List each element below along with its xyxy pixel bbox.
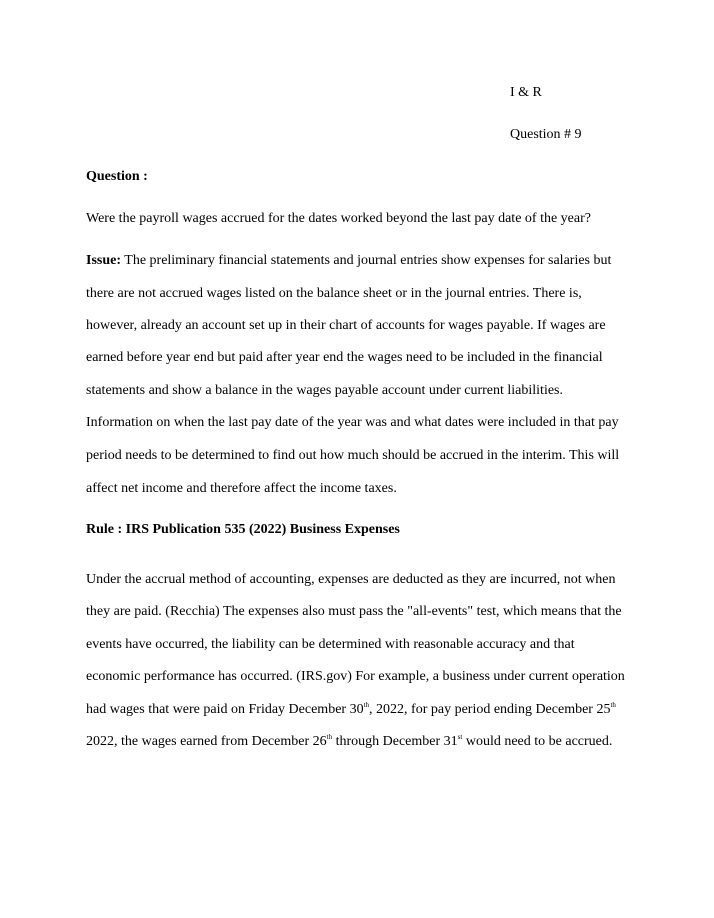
issue-line-5: statements and show a balance in the wages payable account under current liabilities.	[86, 383, 563, 398]
rule-line-4: economic performance has occurred. (IRS.gov) For example, a business under current operation	[86, 669, 625, 684]
question-heading: Question :	[86, 169, 148, 184]
rule-line-1: Under the accrual method of accounting, expenses are deducted as they are incurred, not when	[86, 572, 616, 587]
issue-line-4: earned before year end but paid after year end the wages need to be included in the financial	[86, 350, 603, 365]
header-initials: I & R	[510, 85, 542, 100]
issue-label: Issue:	[86, 253, 122, 268]
issue-line-2: there are not accrued wages listed on the balance sheet or in the journal entries. There is,	[86, 286, 582, 301]
ordinal-suffix: th	[610, 701, 616, 709]
rule-heading: Rule : IRS Publication 535 (2022) Business Expenses	[86, 522, 400, 537]
rule-line-3: events have occurred, the liability can be determined with reasonable accuracy and that	[86, 637, 575, 652]
issue-line-1-text: The preliminary financial statements and journal entries show expenses for salaries but	[121, 253, 612, 268]
rule-line-6	[86, 733, 612, 751]
question-text: Were the payroll wages accrued for the dates worked beyond the last pay date of the year?	[86, 211, 591, 226]
rule-line-2: they are paid. (Recchia) The expenses also must pass the "all-events" test, which means that the	[86, 604, 622, 619]
rule-line-5-part-b: , 2022, for pay period ending December 25	[369, 702, 611, 717]
ordinal-suffix: st	[457, 733, 463, 741]
header-question-number: Question # 9	[510, 127, 582, 142]
ordinal-suffix: th	[326, 733, 333, 741]
rule-line-5-part-a: had wages that were paid on Friday December 30	[86, 702, 364, 717]
issue-line-1	[86, 252, 611, 270]
rule-line-6-part-a: 2022, the wages earned from December 26	[86, 734, 327, 749]
rule-line-6-part-b: through December 31	[332, 734, 458, 749]
rule-line-5	[86, 701, 616, 719]
issue-line-8: affect net income and therefore affect the income taxes.	[86, 481, 397, 496]
issue-line-3: however, already an account set up in their chart of accounts for wages payable. If wages are	[86, 318, 606, 333]
ordinal-suffix: th	[363, 701, 370, 709]
issue-line-7: period needs to be determined to find out how much should be accrued in the interim. This will	[86, 448, 620, 463]
rule-line-6-part-c: would need to be accrued.	[462, 734, 613, 749]
issue-line-6: Information on when the last pay date of the year was and what dates were included in that pay	[86, 415, 619, 430]
